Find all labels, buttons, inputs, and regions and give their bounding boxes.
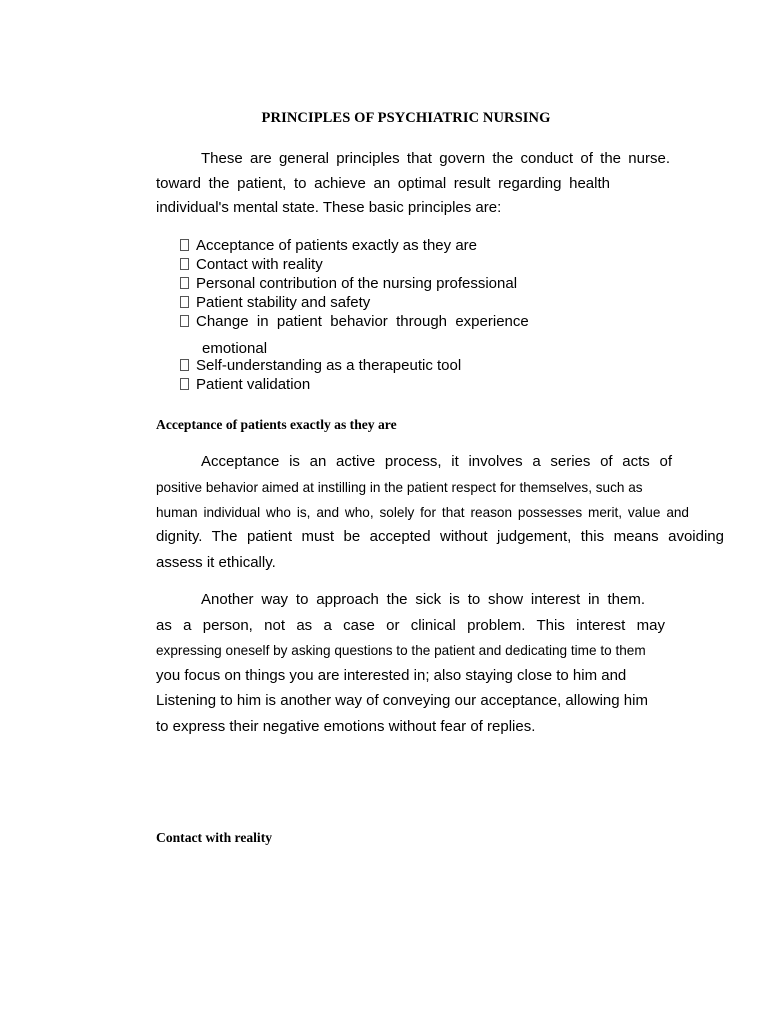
list-item: [180, 294, 370, 312]
list-item: [180, 237, 477, 255]
page-title: PRINCIPLES OF PSYCHIATRIC NURSING: [261, 110, 551, 126]
paragraph-line: Listening to him is another way of conveying our acceptance, allowing him: [156, 692, 648, 709]
list-item-label: Acceptance of patients exactly as they are: [196, 237, 477, 254]
intro-line-2: toward the patient, to achieve an optimal result regarding health: [156, 175, 610, 192]
list-item: [180, 275, 517, 293]
list-item-continuation: emotional: [202, 340, 268, 357]
paragraph-line: Acceptance is an active process, it involves a series of acts of: [201, 453, 672, 470]
list-item: [180, 357, 461, 375]
paragraph-line: assess it ethically.: [156, 554, 276, 571]
paragraph-line: to express their negative emotions without fear of replies.: [156, 718, 536, 735]
checkbox-icon: [180, 296, 189, 308]
paragraph-line: human individual who is, and who, solely for that reason possesses merit, value and: [156, 505, 689, 520]
list-item-label: Contact with reality: [196, 256, 323, 273]
intro-line-1: These are general principles that govern the conduct of the nurse.: [201, 150, 670, 167]
paragraph-line: dignity. The patient must be accepted without judgement, this means avoiding: [156, 528, 724, 545]
paragraph-line: as a person, not as a case or clinical problem. This interest may: [156, 617, 665, 634]
list-item-label: Personal contribution of the nursing professional: [196, 275, 518, 292]
section-heading: Acceptance of patients exactly as they are: [156, 417, 397, 432]
checkbox-icon: [180, 378, 189, 390]
paragraph-line: positive behavior aimed at instilling in the patient respect for themselves, such as: [156, 480, 643, 495]
checkbox-icon: [180, 239, 189, 251]
list-item-label: Patient stability and safety: [196, 294, 371, 311]
list-item-label: Change in patient behavior through experience: [196, 313, 529, 330]
checkbox-icon: [180, 359, 189, 371]
section-heading: Contact with reality: [156, 830, 273, 845]
checkbox-icon: [180, 315, 189, 327]
list-item: [180, 376, 310, 394]
paragraph-line: you focus on things you are interested in; also staying close to him and: [156, 667, 627, 684]
intro-line-3: individual's mental state. These basic principles are:: [156, 199, 502, 216]
list-item-label: Self-understanding as a therapeutic tool: [196, 357, 462, 374]
list-item: [180, 256, 323, 274]
list-item-label: Patient validation: [196, 376, 311, 393]
checkbox-icon: [180, 258, 189, 270]
paragraph-line: expressing oneself by asking questions to the patient and dedicating time to them: [156, 643, 646, 658]
checkbox-icon: [180, 277, 189, 289]
list-item: [180, 313, 529, 331]
paragraph-line: Another way to approach the sick is to show interest in them.: [201, 591, 645, 608]
